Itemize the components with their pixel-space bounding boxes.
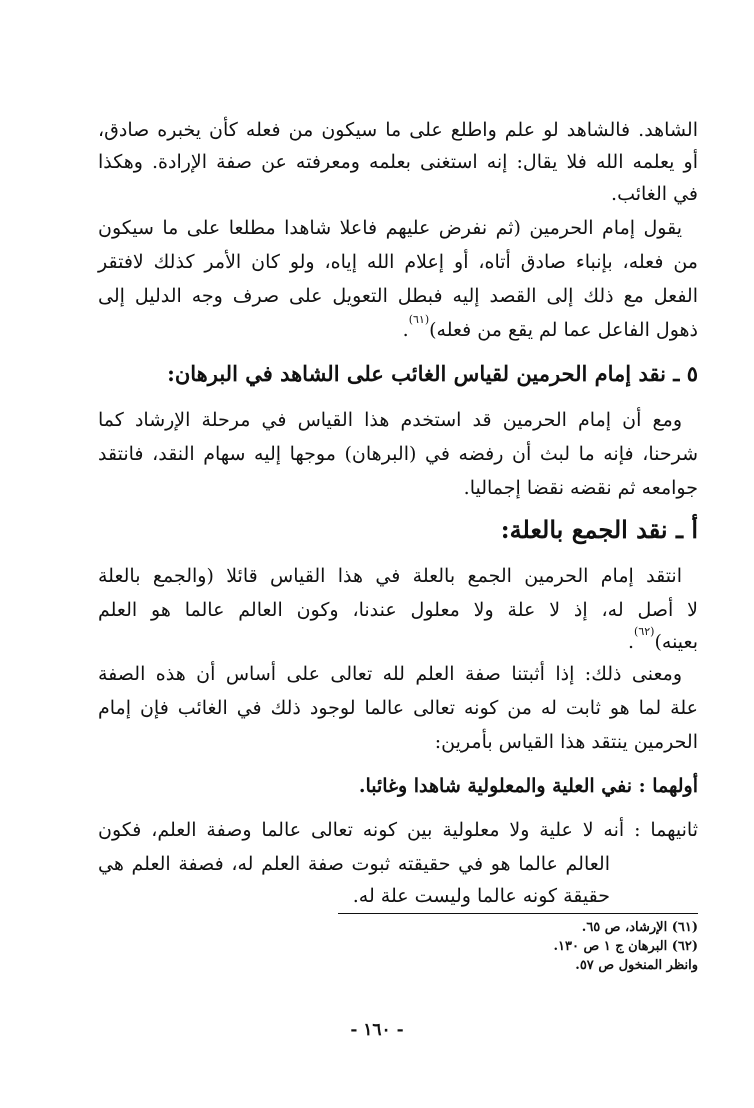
text-line: ومعنى ذلك: إذا أثبتنا صفة العلم لله تعالى على أساس أن هذه الصفة: [98, 663, 682, 685]
text-line: الفعل مع ذلك إلى القصد إليه فبطل التعويل على صرف وجه الدليل إلى: [98, 285, 698, 307]
text-line: الحرمين ينتقد هذا القياس بأمرين:: [434, 731, 698, 753]
footnote: وانظر المنخول ص ٥٧.: [575, 958, 698, 973]
text-line-content: ذهول الفاعل عما لم يقع من فعله): [429, 319, 698, 341]
footnote: (٦١) الإرشاد، ص ٦٥.: [581, 920, 698, 935]
text-line: يقول إمام الحرمين (ثم نفرض عليهم فاعلا شاهدا مطلعا على ما سيكون: [98, 217, 682, 239]
footnote: (٦٢) البرهان ج ١ ص ١٣٠.: [553, 939, 698, 954]
point-second-line: ثانيهما : أنه لا علية ولا معلولية بين كونه تعالى عالما وصفة العلم، فكون: [98, 819, 698, 841]
text-line: ذهول الفاعل عما لم يقع من فعله)$^{(٦١)}$.: [402, 313, 698, 341]
text-line: لا أصل له، إذ لا علة ولا معلول عندنا، وكون العالم عالما هو العلم: [98, 599, 698, 621]
footnote-ref: (٦١): [408, 313, 430, 326]
page-number: - ١٦٠ -: [350, 1020, 404, 1040]
point-second-line: حقيقة كونه عالما وليست علة له.: [352, 885, 610, 907]
footnote-divider: [338, 913, 698, 914]
section-heading: ٥ ـ نقد إمام الحرمين لقياس الغائب على الشاهد في البرهان:: [167, 361, 698, 386]
text-line: شرحنا، فإنه ما لبث أن رفضه في (البرهان) موجها إليه سهام النقد، فانتقد: [98, 443, 698, 465]
text-line-content: بعينه): [654, 631, 698, 653]
text-line: بعينه)$^{(٦٢)}$.: [628, 625, 698, 653]
text-line: انتقد إمام الحرمين الجمع بالعلة في هذا القياس قائلا (والجمع بالعلة: [98, 565, 682, 587]
footnote-ref: (٦٢): [634, 625, 655, 638]
text-line: علة لما هو ثابت له من كونه تعالى عالما لوجود ذلك في الغائب فإن إمام: [98, 697, 698, 719]
text-line: في الغائب.: [611, 183, 698, 205]
text-line: من فعله، بإنباء صادق أتاه، أو إعلام الله إياه، ولو كان الأمر كذلك لافتقر: [98, 251, 698, 273]
text-line: أو يعلمه الله فلا يقال: إنه استغنى بعلمه ومعرفته عن صفة الإرادة. وهكذا: [98, 151, 698, 173]
text-line: جوامعه ثم نقضه نقضا إجماليا.: [463, 477, 698, 499]
point-second-line: العالم عالما هو في حقيقته ثبوت صفة العلم له، فصفة العلم هي: [98, 853, 610, 875]
text-line: الشاهد. فالشاهد لو علم واطلع على ما سيكون من فعله كأن يخبره صادق،: [98, 119, 698, 141]
text-line: ومع أن إمام الحرمين قد استخدم هذا القياس في مرحلة الإرشاد كما: [98, 409, 682, 431]
point-first: أولهما : نفي العلية والمعلولية شاهدا وغائبا.: [358, 775, 698, 797]
subsection-heading: أ ـ نقد الجمع بالعلة:: [500, 515, 698, 544]
